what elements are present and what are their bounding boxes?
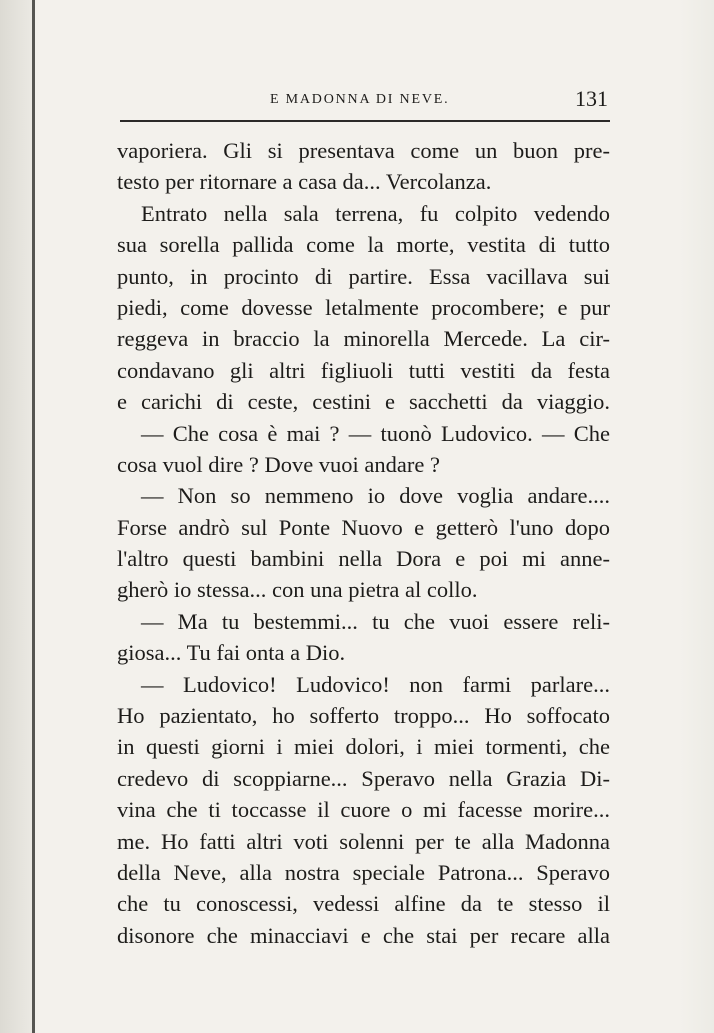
text-line: cosa vuol dire ? Dove vuoi andare ? [117,451,440,477]
text-line: disonore che minacciavi e che stai per recare alla [117,922,610,948]
binding-edge [32,0,35,1033]
text-line: vaporiera. Gli si presentava come un buon pre- [117,138,610,163]
body-text [117,135,610,951]
text-line: gherò io stessa... con una pietra al collo. [117,577,478,603]
text-line: giosa... Tu fai onta a Dio. [117,640,346,666]
text-line: Entrato nella sala terrena, fu colpito vedendo [141,200,610,226]
text-line: Forse andrò sul Ponte Nuovo e getterò l'uno dopo [117,514,610,540]
text-line: testo per ritornare a casa da... Vercolanza. [117,169,492,195]
text-line: condavano gli altri figliuoli tutti vestiti da festa [117,357,610,383]
text-line: — Che cosa è mai ? — tuonò Ludovico. — Che [141,420,610,446]
text-line: reggeva in braccio la minorella Mercede. La cir- [117,326,610,352]
text-line: sua sorella pallida come la morte, vestita di tutto [117,232,610,258]
text-line: — Ma tu bestemmi... tu che vuoi essere reli- [141,608,610,634]
text-line: piedi, come dovesse letalmente procombere; e pur [117,294,610,320]
text-line: — Ludovico! Ludovico! non farmi parlare... [141,671,610,697]
text-line: in questi giorni i miei dolori, i miei tormenti, che [117,734,610,760]
text-line: — Non so nemmeno io dove voglia andare.... [141,483,610,509]
text-line: me. Ho fatti altri voti solenni per te alla Madonna [117,828,610,854]
text-line: vina che ti toccasse il cuore o mi facesse morire... [117,797,610,823]
text-line: che tu conoscessi, vedessi alfine da te stesso il [117,891,610,917]
text-line: Ho pazientato, ho sofferto troppo... Ho soffocato [117,703,610,729]
header-rule [120,120,610,122]
text-line: della Neve, alla nostra speciale Patrona... Speravo [117,859,610,885]
page-header [120,78,610,114]
text-line: l'altro questi bambini nella Dora e poi mi anne- [117,546,610,572]
page-gutter [0,0,32,1033]
text-line: e carichi di ceste, cestini e sacchetti da viaggio. [117,389,610,415]
page-number: 131 [575,86,608,111]
text-line: credevo di scoppiarne... Speravo nella Grazia Di- [117,765,610,791]
running-head: E MADONNA DI NEVE. [270,92,450,107]
text-line: punto, in procinto di partire. Essa vacillava sui [117,263,610,289]
